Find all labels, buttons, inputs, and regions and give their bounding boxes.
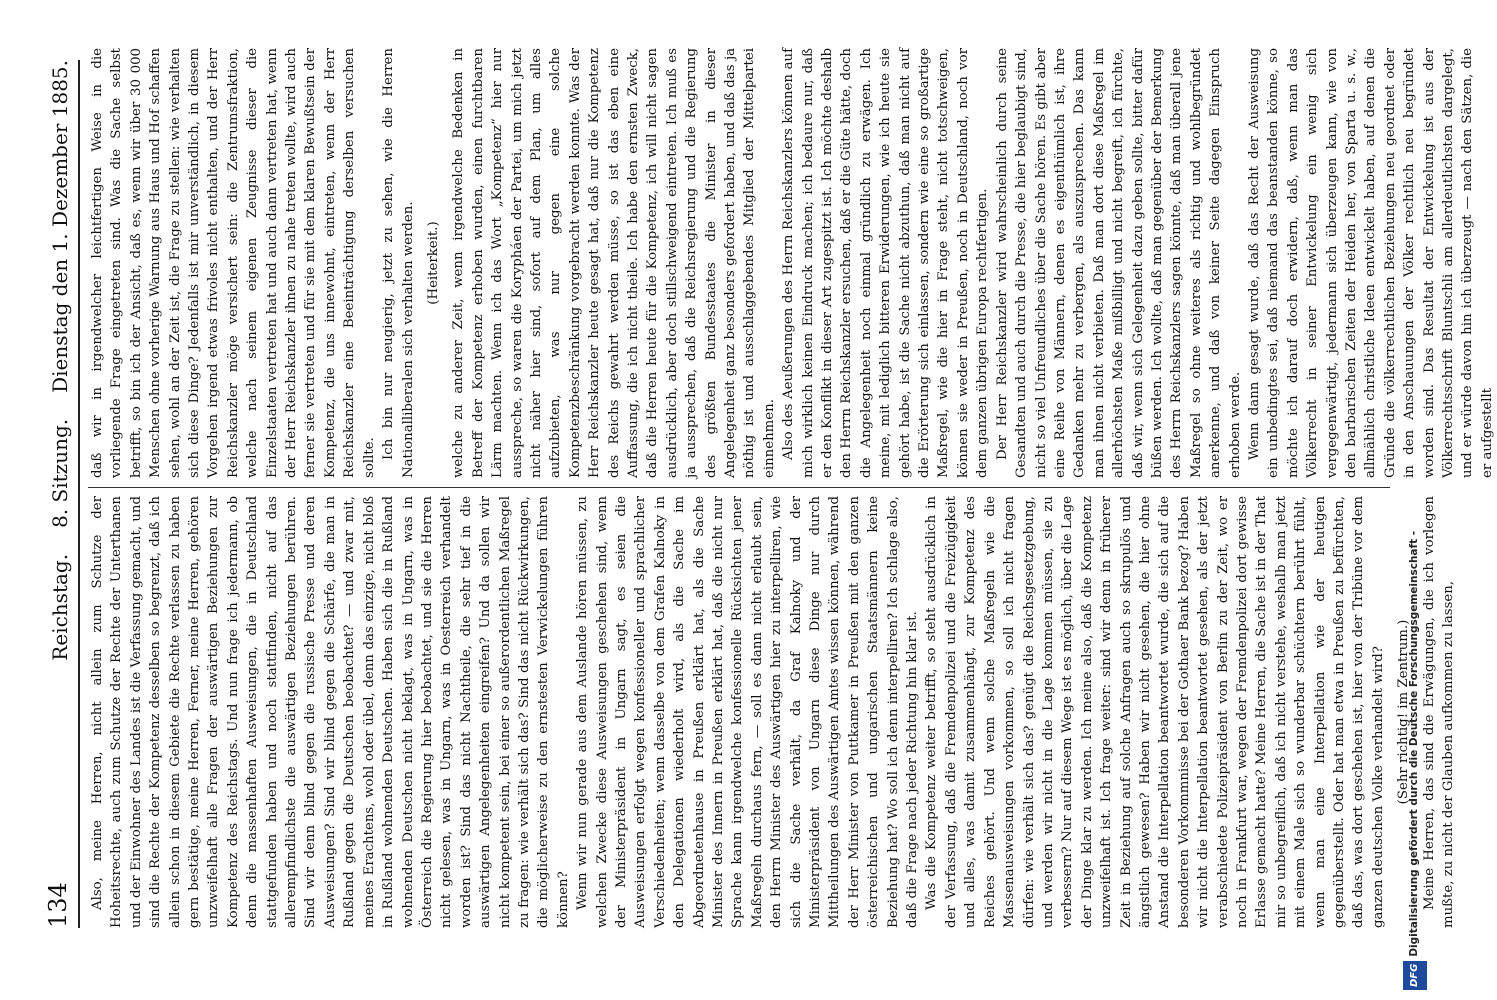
funding-stamp-text: Digitalisierung gefördert durch die Deutsche Forschungsgemeinschaft - bbox=[1408, 530, 1420, 957]
paragraph: Wenn dann gesagt wurde, daß das Recht der Ausweisung ein unbedingtes sei, daß niemand das beanstanden könne, so möchte ich darauf doch erwidern, daß, wenn man das Völkerrecht in seiner Entwickelung ein wenig sich vergegenwärtigt, jedermann sich überzeugen kann, wie von den barbarischen Zeiten der Heiden her, von Sparta u. s. w., allmählich christliche Ideen entwickelt haben, auf denen die Gründe die völkerrechtlichen Beziehungen neu geordnet oder in den Anschauungen der Völker rechtlich neu begründet worden sind. Das Resultat der Entwickelung ist aus der Völkerrechtsschrift Bluntschli am allerdeutlichsten dargelegt, und er würde davon hin ich überzeugt — nach den Sätzen, die er aufgestellt bbox=[1246, 48, 1495, 478]
paragraph: welche zu anderer Zeit, wenn irgendwelche Bedenken in Betreff der Kompetenz erhoben wurden, einen furchtbaren Lärm machten. Wenn ich das Wort „Kompetenz“ hier nur ausspreche, so waren die Korypháen der Partei, um mich jetzt nicht näher hier sind, sofort auf dem Plan, um alles aufzubieten, was nur gegen eine solche Kompetenzbeschränkung vorgebracht werden konnte. Was der Herr Reichskanzler heute gesagt hat, daß nur die Kompetenz des Reichs gewahrt werden müsse, so ist das eben eine Auffassung, die ich nicht theile. Ich habe den ernsten Zweck, daß die Herren heute für die Kompetenz, ich will nicht sagen ausdrücklich, aber doch stillschweigend eintreten. Ich muß es ja aussprechen, daß die Reichsregierung und die Regierung des größten Bundesstaates die Minister in dieser Angelegenheit ganz besonders gefordert haben, und daß das ja nöthig ist und ausschlaggebendes Mitglied der Mittelpartei einnehmen. bbox=[451, 48, 777, 478]
paragraph: Wenn wir nun gerade aus dem Auslande hören müssen, zu welchen Zwecke diese Ausweisungen geschehen sind, wenn der Ministerpräsident in Ungarn sagt, es seien die Ausweisungen erfolgt wegen konfessioneller und sprachlicher Verschiedenheiten; wenn dasselbe von dem Grafen Kalnoky in den Delegationen wiederholt wird, als die Sache im Abgeordnetenhause in Preußen erklärt hat, als die Sache Minister des Innern in Preußen erklärt hat, daß die nicht nur Sprache kann irgendwelche konfessionelle Rücksichten jener Maßregeln durchaus fern, — soll es dann nicht erlaubt sein, den Herrn Minister des Auswärtigen hier zu interpelliren, wie sich die Sache verhält, da Graf Kalnoky und der Ministerpräsident von Ungarn diese Dinge nur durch Mittheilungen des Auswärtigen Amtes wissen können, während der Herr Minister von Puttkamer in Preußen mit den ganzen österreichischen und ungarischen Staatsmännern keine Beziehung hat? Wo soll ich denn interpelliren? Ich schlage also, daß die Frage nach jeder Richtung hin klar ist. bbox=[575, 496, 921, 928]
header-rule bbox=[78, 60, 80, 928]
paragraph: daß wir in irgendwelcher leichtfertigen Weise in die vorliegende Frage eingetreten sind. Was die Sache selbst betrifft, so bin ich der Ansicht, daß es, wenn wir über 30 000 Menschen ohne vorherige Warnung aus Haus und Hof schaffen sehen, wohl an der Zeit ist, die Frage zu stellen: wie verhalten sich diese Dinge? Jedenfalls ist mir unverständlich, in diesem Vorgehen irgend etwas frivoles nicht enthalten, und der Herr Reichskanzler möge versichert sein: die Zentrumsfraktion, welche nach seinem eigenen Zeugnisse dieser die Einzelstaaten vertreten hat und auch dann vertreten hat, wenn der Herr Reichskanzler ihnen zu nahe treten wollte, wird auch ferner sie vertreten und für sie mit dem klaren Bewußtsein der Kompetenz, die uns innewohnt, eintreten, wenn der Herr Reichskanzler eine Beeinträchtigung derselben versuchen sollte. bbox=[90, 48, 377, 478]
paragraph: Ich bin nur neugierig, jetzt zu sehen, wie die Herren Nationalliberalen sich verhalten werden. bbox=[381, 48, 416, 478]
interjection: (Heiterkeit.) bbox=[425, 221, 441, 305]
dfg-logo-icon: DFG bbox=[1403, 961, 1427, 990]
header-date: Dienstag den 1. Dezember 1885. bbox=[48, 60, 72, 393]
interjection: (Sehr richtig! im Zentrum.) bbox=[1396, 619, 1412, 805]
funding-stamp bbox=[1402, 0, 1426, 1000]
paragraph: Meine Herren, das sind die Erwägungen, die ich vorlegen mußte, zu nicht der Glauben aufkommen zu lassen, bbox=[1421, 496, 1457, 928]
text-column-right bbox=[88, 48, 1495, 478]
paragraph: Was die Kompetenz weiter betrifft, so steht ausdrücklich in der Verfassung, daß die Fremdenpolizei und die Freizügigkeit und alles, was damit zusammenhängt, zur Kompetenz des Reiches gehört. Und wenn solche Maßregeln wie die Massenausweisungen vorkommen, so soll ich nicht fragen dürfen: wie verhält sich das? genügt die Reichsgesetzgebung, und werden wir nicht in die Lage kommen müssen, sie zu verbessern? Nur auf diesem Wege ist es möglich, über die Lage der Dinge klar zu werden. Ich meine also, daß die Kompetenz unzweifelhaft ist. Ich frage weiter: sind wir denn in früherer Zeit in Beziehung auf solche Anfragen auch so skrupulös und ängstlich gewesen? Haben wir nicht gesehen, die hier ohne Anstand die Interpellation beantwortet wurde, die sich auf die besonderen Vorkommnisse bei der Gothaer Bank bezog? Haben wir nicht die Interpellation beantwortet gesehen, als der jetzt verabschiedete Polizeipräsident von Berlin zu der Zeit, wo er noch in Frankfurt war, wegen der Fremdenpolizei dort gewisse Erlasse gemacht hatte? Meine Herren, die Sache ist in der That mir so unbegreiflich, daß ich nicht verstehe, weshalb man jetzt mit einem Male sich so wunderbar schüchtern berührt fühlt, wenn man eine Interpellation wie der heutigen gegenüberstellt. Oder hat man etwa in Preußen zu befürchten, daß das, was dort geschehen ist, hier von der Tribüne vor dem ganzen deutschen Volke verhandelt wird? bbox=[924, 496, 1386, 928]
header-left-title: Reichstag. bbox=[48, 553, 72, 661]
column-divider bbox=[88, 487, 1390, 488]
header-titles bbox=[48, 60, 72, 661]
header-session: 8. Sitzung. bbox=[48, 418, 72, 528]
page-number: 134 bbox=[44, 882, 72, 928]
paragraph: Der Herr Reichskanzler wird wahrscheinlich durch seine Gesandten und auch durch die Presse, die hier beglaubigt sind, nicht so viel Unfreundliches über die Sache hören. Es gibt aber eine Reihe von Männern, denen es eigenthümlich ist, ihre Gedanken mehr zu verbergen, als auszusprechen. Das kann man ihnen nicht verbieten. Daß man dort diese Maßregel im allerhöchsten Maße mißbilligt und nicht begreift, ich fürchte, daß wir, wenn sich Gelegenheit dazu geben sollte, bitter dafür büßen werden. Ich wollte, daß man gegenüber der Bemerkung des Herrn Reichskanzlers sagen könnte, daß man überall jene Maßregel so ohne weiteres als richtig und wohlbegründet anerkenne, und daß von keiner Seite dagegen Einspruch erhoben werde. bbox=[994, 48, 1243, 478]
paragraph: Also des Aeußerungen des Herrn Reichskanzlers können auf mich wirklich keinen Eindruck machen; ich bedaure nur, daß er den Konflikt in dieser Art zugespitzt ist. Ich möchte deshalb den Herrn Reichskanzler ersuchen, daß er die Güte hätte, doch die Angelegenheit noch einmal gründlich zu erwägen. Ich meine, mit lediglich bitteren Erwiderungen, wie ich heute sie gehört habe, ist die Sache nicht abzuthun, daß man nicht auf die Erörterung sich einlassen, sondern wie eine so großartige Maßregel, wie die hier in Frage steht, nicht totschweigen, können sie weder in Preußen, noch in Deutschland, noch vor dem ganzen übrigen Europa rechtfertigen. bbox=[781, 48, 991, 478]
page-header bbox=[38, 60, 72, 928]
funding-stamp-line bbox=[1402, 0, 1426, 1000]
paragraph: Also, meine Herren, nicht allein zum Schutze der Hoheitsrechte, auch zum Schutze der Rechte der Unterthanen und der Einwohner des Landes ist die Verfassung gemacht, und sind die Rechte der Kompetenz desselben so begrenzt, daß ich allein schon in diesem Gebiete die Rechte verlassen zu haben gern bestätige, meine Herren, Ferner, meine Herren, gehören unzweifelhaft alle Fragen der auswärtigen Beziehungen zur Kompetenz des Reichstags. Und nun frage ich jedermann, ob denn die massenhaften Ausweisungen, die in Deutschland stattgefunden haben und noch stattfinden, nicht auf das allerempfindlichste die auswärtigen Beziehungen berühren. Sind wir denn blind gegen die russische Presse und deren Ausweisungen? Sind wir blind gegen die Schärfe, die man in Rußland gegen die Deutschen beobachtet? — und zwar mit, meines Erachtens, wohl oder übel, denn das einzige, nicht bloß in Rußland wohnenden Deutschen. Haben sich die in Rußland wohnenden Deutschen nicht beklagt, was in Ungarn, was in Österreich die Regierung hier beobachtet, und sie die Herren nicht gelesen, was in Ungarn, was in Oesterreich verhandelt worden ist? Sind das nicht Nachtheile, die sehr tief in die auswärtigen Angelegenheiten eingreifen? Und da sollen wir nicht kompetent sein, bei einer so außerordentlichen Maßregel zu fragen: wie verhält sich das? Sind das nicht Rückwirkungen, die möglicherweise zu den ernstesten Verwickelungen führen können? bbox=[90, 496, 571, 928]
